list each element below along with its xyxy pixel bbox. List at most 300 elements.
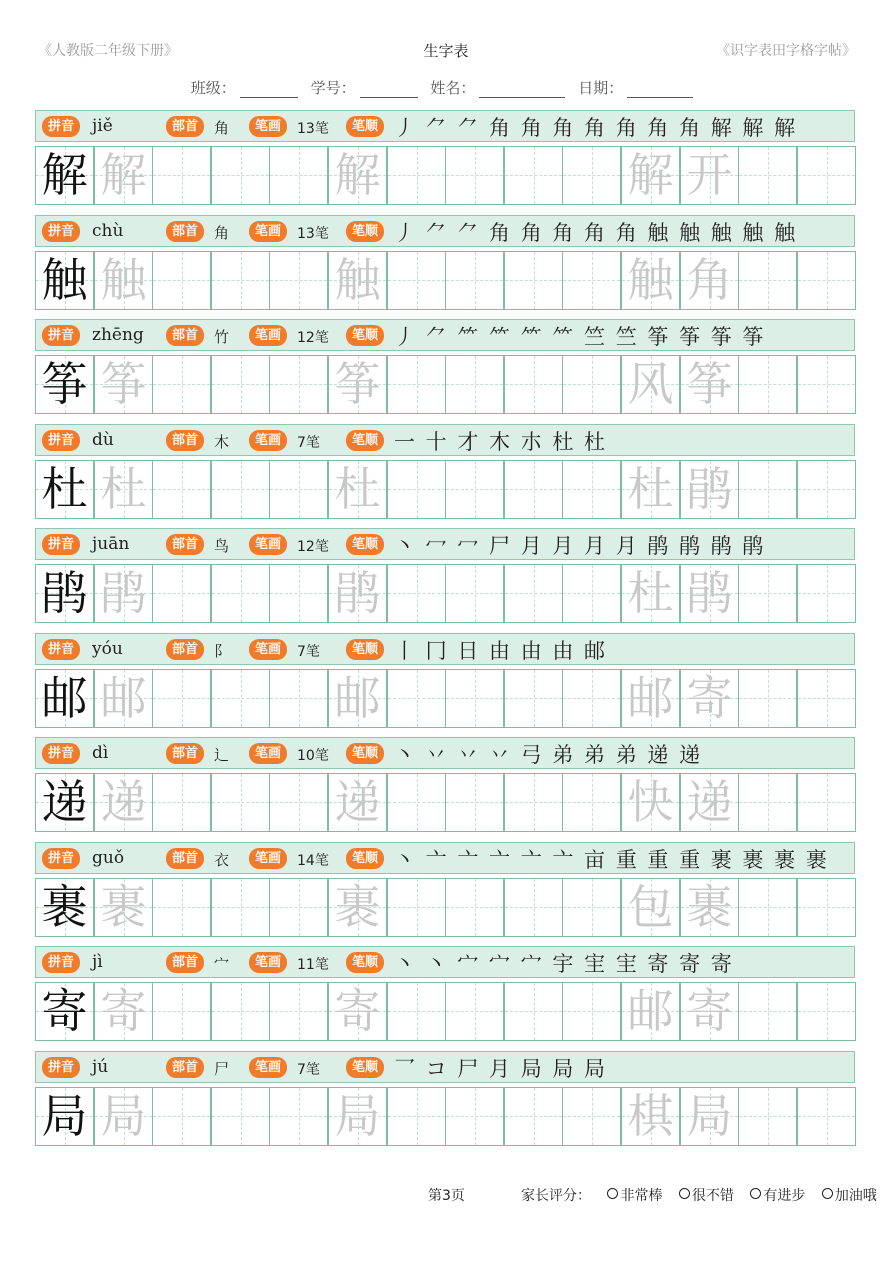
practice-cell[interactable]	[738, 878, 797, 937]
practice-cell[interactable]	[152, 146, 211, 205]
practice-cell[interactable]	[562, 669, 621, 728]
trace-character: 递	[100, 775, 147, 829]
practice-cell[interactable]	[680, 669, 739, 728]
practice-cell[interactable]	[797, 878, 856, 937]
stroke-count-value: 13笔	[297, 226, 329, 242]
practice-cell[interactable]	[680, 460, 739, 519]
tianzige-grid	[35, 1087, 856, 1146]
tianzige-grid	[35, 982, 856, 1041]
model-character: 鹃	[41, 566, 88, 620]
practice-cell[interactable]	[621, 146, 680, 205]
word-trace-character: 杜	[627, 566, 674, 620]
stroke-count-badge: 笔画	[249, 952, 287, 973]
practice-cell[interactable]	[445, 564, 504, 623]
practice-cell[interactable]	[445, 773, 504, 832]
practice-cell[interactable]	[504, 564, 563, 623]
practice-cell[interactable]	[152, 982, 211, 1041]
tianzige-grid	[35, 878, 856, 937]
practice-cell[interactable]	[269, 355, 328, 414]
stroke-count-value: 14笔	[297, 853, 329, 869]
practice-cell[interactable]	[328, 146, 387, 205]
practice-cell[interactable]	[445, 146, 504, 205]
word-trace-character: 包	[627, 880, 674, 934]
trace-character: 局	[334, 1089, 381, 1143]
practice-cell[interactable]	[94, 773, 153, 832]
practice-cell[interactable]	[94, 669, 153, 728]
trace-character: 鹃	[334, 566, 381, 620]
stroke-order-badge: 笔顺	[346, 325, 384, 346]
pinyin-badge: 拼音	[42, 743, 80, 764]
tianzige-grid	[35, 460, 856, 519]
practice-cell[interactable]	[445, 251, 504, 310]
pinyin-badge: 拼音	[42, 534, 80, 555]
practice-cell[interactable]	[328, 878, 387, 937]
pinyin-value: yóu	[92, 639, 123, 659]
stroke-count-value: 11笔	[297, 957, 329, 973]
trace-character: 鹃	[100, 566, 147, 620]
practice-cell[interactable]	[387, 773, 446, 832]
trace-character: 触	[334, 253, 381, 307]
radio-circle-icon	[679, 1188, 690, 1199]
practice-cell[interactable]	[35, 773, 94, 832]
radical-value: 鸟	[214, 537, 230, 555]
practice-cell[interactable]	[562, 773, 621, 832]
name-blank[interactable]	[479, 97, 565, 98]
practice-cell[interactable]	[152, 460, 211, 519]
character-info-bar	[35, 1051, 855, 1083]
practice-cell[interactable]	[35, 460, 94, 519]
practice-cell[interactable]	[621, 982, 680, 1041]
practice-cell[interactable]	[152, 251, 211, 310]
radical-badge: 部首	[166, 952, 204, 973]
practice-cell[interactable]	[211, 982, 270, 1041]
character-block	[35, 633, 857, 728]
practice-cell[interactable]	[562, 1087, 621, 1146]
practice-cell[interactable]	[211, 355, 270, 414]
practice-cell[interactable]	[35, 146, 94, 205]
trace-character: 杜	[334, 462, 381, 516]
practice-cell[interactable]	[562, 460, 621, 519]
radical-badge: 部首	[166, 743, 204, 764]
stroke-order-sequence: 丿 ⺈ ⺈ 角 角 角 角 角 触 触 触 触 触	[394, 221, 798, 245]
stroke-count-badge: 笔画	[249, 743, 287, 764]
practice-cell[interactable]	[562, 251, 621, 310]
model-character: 寄	[41, 984, 88, 1038]
practice-cell[interactable]	[797, 564, 856, 623]
practice-cell[interactable]	[562, 564, 621, 623]
pinyin-badge: 拼音	[42, 116, 80, 137]
trace-character: 邮	[100, 671, 147, 725]
practice-cell[interactable]	[387, 878, 446, 937]
practice-cell[interactable]	[35, 355, 94, 414]
practice-cell[interactable]	[445, 878, 504, 937]
pinyin-value: guǒ	[92, 848, 125, 868]
pinyin-badge: 拼音	[42, 952, 80, 973]
practice-cell[interactable]	[387, 1087, 446, 1146]
practice-cell[interactable]	[621, 1087, 680, 1146]
practice-cell[interactable]	[94, 564, 153, 623]
practice-cell[interactable]	[94, 146, 153, 205]
word-trace-character: 解	[627, 148, 674, 202]
practice-cell[interactable]	[94, 982, 153, 1041]
practice-cell[interactable]	[211, 251, 270, 310]
pinyin-badge: 拼音	[42, 221, 80, 242]
practice-cell[interactable]	[269, 564, 328, 623]
practice-cell[interactable]	[211, 564, 270, 623]
practice-cell[interactable]	[797, 355, 856, 414]
practice-cell[interactable]	[504, 982, 563, 1041]
tianzige-grid	[35, 564, 856, 623]
model-character: 裹	[41, 880, 88, 934]
stroke-count-value: 13笔	[297, 121, 329, 137]
stroke-count-value: 7笔	[297, 644, 320, 660]
pinyin-value: dù	[92, 430, 114, 450]
character-block	[35, 215, 857, 310]
practice-cell[interactable]	[504, 355, 563, 414]
radical-badge: 部首	[166, 221, 204, 242]
stroke-order-sequence: 丨 冂 日 由 由 由 邮	[394, 639, 608, 663]
practice-cell[interactable]	[328, 1087, 387, 1146]
radio-circle-icon	[607, 1188, 618, 1199]
rating-option[interactable]: 加油哦	[822, 1188, 877, 1204]
practice-cell[interactable]	[797, 460, 856, 519]
stroke-count-value: 10笔	[297, 748, 329, 764]
practice-cell[interactable]	[738, 355, 797, 414]
model-character: 触	[41, 253, 88, 307]
practice-cell[interactable]	[680, 355, 739, 414]
character-info-bar	[35, 633, 855, 665]
word-trace-character: 棋	[627, 1089, 674, 1143]
stroke-count-badge: 笔画	[249, 1057, 287, 1078]
character-block	[35, 528, 857, 623]
practice-cell[interactable]	[738, 146, 797, 205]
practice-cell[interactable]	[94, 251, 153, 310]
tianzige-grid	[35, 355, 856, 414]
practice-cell[interactable]	[797, 669, 856, 728]
stroke-order-badge: 笔顺	[346, 848, 384, 869]
radical-value: 竹	[214, 328, 230, 346]
practice-cell[interactable]	[562, 878, 621, 937]
practice-cell[interactable]	[211, 878, 270, 937]
practice-cell[interactable]	[269, 669, 328, 728]
tianzige-grid	[35, 251, 856, 310]
practice-cell[interactable]	[94, 1087, 153, 1146]
word-trace-character: 杜	[627, 462, 674, 516]
character-block	[35, 946, 857, 1041]
practice-cell[interactable]	[680, 251, 739, 310]
practice-cell[interactable]	[445, 669, 504, 728]
radical-value: 木	[214, 433, 230, 451]
practice-cell[interactable]	[504, 669, 563, 728]
practice-cell[interactable]	[94, 878, 153, 937]
character-block	[35, 1051, 857, 1146]
model-character: 杜	[41, 462, 88, 516]
practice-cell[interactable]	[504, 773, 563, 832]
stroke-order-badge: 笔顺	[346, 534, 384, 555]
practice-cell[interactable]	[387, 982, 446, 1041]
practice-cell[interactable]	[328, 251, 387, 310]
series-title: 《识字表田字格字帖》	[716, 43, 856, 59]
trace-character: 寄	[334, 984, 381, 1038]
practice-cell[interactable]	[797, 1087, 856, 1146]
page-number: 第3页	[428, 1188, 465, 1204]
practice-cell[interactable]	[94, 460, 153, 519]
practice-cell[interactable]	[269, 773, 328, 832]
student-id-label: 学号：	[310, 79, 356, 97]
practice-cell[interactable]	[269, 251, 328, 310]
stroke-order-sequence: 乛 コ 尸 月 局 局 局	[394, 1057, 608, 1081]
word-trace-character: 鹃	[686, 462, 733, 516]
radio-circle-icon	[822, 1188, 833, 1199]
character-block	[35, 842, 857, 937]
practice-cell[interactable]	[269, 878, 328, 937]
pinyin-value: jì	[92, 952, 103, 972]
pinyin-badge: 拼音	[42, 639, 80, 660]
practice-cell[interactable]	[387, 146, 446, 205]
practice-cell[interactable]	[387, 251, 446, 310]
name-label: 姓名：	[430, 79, 476, 97]
word-trace-character: 寄	[686, 984, 733, 1038]
stroke-order-badge: 笔顺	[346, 221, 384, 242]
radio-circle-icon	[750, 1188, 761, 1199]
practice-cell[interactable]	[504, 460, 563, 519]
practice-cell[interactable]	[738, 773, 797, 832]
practice-cell[interactable]	[504, 146, 563, 205]
trace-character: 筝	[100, 357, 147, 411]
pinyin-value: juān	[92, 534, 130, 554]
practice-cell[interactable]	[680, 773, 739, 832]
stroke-order-sequence: 丶 丶 宀 宀 宀 宇 宔 宔 寄 寄 寄	[394, 952, 734, 976]
word-trace-character: 邮	[627, 671, 674, 725]
practice-cell[interactable]	[621, 773, 680, 832]
stroke-count-badge: 笔画	[249, 221, 287, 242]
stroke-order-badge: 笔顺	[346, 743, 384, 764]
student-id-blank[interactable]	[360, 97, 418, 98]
word-trace-character: 开	[686, 148, 733, 202]
word-trace-character: 角	[686, 253, 733, 307]
practice-cell[interactable]	[328, 460, 387, 519]
practice-cell[interactable]	[328, 669, 387, 728]
class-blank[interactable]	[240, 97, 298, 98]
word-trace-character: 局	[686, 1089, 733, 1143]
practice-cell[interactable]	[738, 251, 797, 310]
practice-cell[interactable]	[211, 773, 270, 832]
rating-option[interactable]: 有进步	[750, 1188, 805, 1204]
radical-badge: 部首	[166, 1057, 204, 1078]
tianzige-grid	[35, 773, 856, 832]
word-trace-character: 寄	[686, 671, 733, 725]
stroke-order-sequence: 一 十 才 木 朩 杜 杜	[394, 430, 608, 454]
practice-cell[interactable]	[504, 251, 563, 310]
stroke-order-badge: 笔顺	[346, 116, 384, 137]
practice-cell[interactable]	[387, 355, 446, 414]
character-info-bar	[35, 946, 855, 978]
practice-cell[interactable]	[738, 982, 797, 1041]
stroke-count-badge: 笔画	[249, 325, 287, 346]
practice-cell[interactable]	[738, 1087, 797, 1146]
practice-cell[interactable]	[504, 878, 563, 937]
pinyin-badge: 拼音	[42, 848, 80, 869]
practice-cell[interactable]	[445, 1087, 504, 1146]
tianzige-grid	[35, 669, 856, 728]
character-block	[35, 319, 857, 414]
pinyin-value: zhēng	[92, 325, 144, 345]
radical-badge: 部首	[166, 639, 204, 660]
model-character: 筝	[41, 357, 88, 411]
pinyin-badge: 拼音	[42, 325, 80, 346]
practice-cell[interactable]	[328, 355, 387, 414]
stroke-count-badge: 笔画	[249, 116, 287, 137]
radical-badge: 部首	[166, 848, 204, 869]
stroke-order-sequence: 丶 冖 冖 尸 月 月 月 月 鹃 鹃 鹃 鹃	[394, 534, 766, 558]
practice-cell[interactable]	[621, 355, 680, 414]
practice-cell[interactable]	[328, 564, 387, 623]
word-trace-character: 风	[627, 357, 674, 411]
radical-badge: 部首	[166, 325, 204, 346]
practice-cell[interactable]	[211, 669, 270, 728]
practice-cell[interactable]	[680, 982, 739, 1041]
practice-cell[interactable]	[211, 460, 270, 519]
practice-cell[interactable]	[445, 355, 504, 414]
practice-cell[interactable]	[797, 982, 856, 1041]
practice-cell[interactable]	[211, 146, 270, 205]
practice-cell[interactable]	[35, 251, 94, 310]
trace-character: 裹	[334, 880, 381, 934]
trace-character: 触	[100, 253, 147, 307]
character-info-bar	[35, 110, 855, 142]
practice-cell[interactable]	[211, 1087, 270, 1146]
stroke-order-badge: 笔顺	[346, 639, 384, 660]
practice-cell[interactable]	[680, 564, 739, 623]
practice-cell[interactable]	[152, 669, 211, 728]
word-trace-character: 递	[686, 775, 733, 829]
stroke-count-value: 7笔	[297, 435, 320, 451]
stroke-order-sequence: 丶 亠 亠 亠 亠 亠 亩 重 重 重 裹 裹 裹 裹	[394, 848, 829, 872]
model-character: 解	[41, 148, 88, 202]
practice-cell[interactable]	[562, 982, 621, 1041]
practice-cell[interactable]	[738, 460, 797, 519]
practice-cell[interactable]	[35, 564, 94, 623]
radical-value: 角	[214, 119, 230, 137]
pinyin-value: jú	[92, 1057, 109, 1077]
stroke-count-badge: 笔画	[249, 848, 287, 869]
radical-badge: 部首	[166, 430, 204, 451]
character-info-bar	[35, 842, 855, 874]
character-info-bar	[35, 319, 855, 351]
page-title: 生字表	[423, 42, 469, 60]
rating-option[interactable]: 非常棒	[607, 1188, 662, 1204]
pinyin-badge: 拼音	[42, 430, 80, 451]
radical-value: 尸	[214, 1060, 230, 1078]
practice-cell[interactable]	[94, 355, 153, 414]
practice-cell[interactable]	[680, 878, 739, 937]
practice-cell[interactable]	[152, 773, 211, 832]
practice-cell[interactable]	[387, 669, 446, 728]
stroke-count-value: 7笔	[297, 1062, 320, 1078]
word-trace-character: 快	[627, 775, 674, 829]
trace-character: 解	[100, 148, 147, 202]
character-info-bar	[35, 528, 855, 560]
model-character: 邮	[41, 671, 88, 725]
trace-character: 递	[334, 775, 381, 829]
practice-cell[interactable]	[35, 669, 94, 728]
practice-cell[interactable]	[621, 564, 680, 623]
radical-value: 角	[214, 224, 230, 242]
practice-cell[interactable]	[35, 982, 94, 1041]
trace-character: 局	[100, 1089, 147, 1143]
character-block	[35, 110, 857, 205]
date-blank[interactable]	[627, 97, 693, 98]
practice-cell[interactable]	[387, 564, 446, 623]
practice-cell[interactable]	[621, 251, 680, 310]
practice-cell[interactable]	[797, 773, 856, 832]
practice-cell[interactable]	[328, 773, 387, 832]
radical-badge: 部首	[166, 534, 204, 555]
practice-cell[interactable]	[35, 1087, 94, 1146]
character-block	[35, 424, 857, 519]
trace-character: 寄	[100, 984, 147, 1038]
practice-cell[interactable]	[621, 669, 680, 728]
practice-cell[interactable]	[738, 564, 797, 623]
practice-cell[interactable]	[269, 146, 328, 205]
practice-cell[interactable]	[445, 460, 504, 519]
rating-option[interactable]: 很不错	[679, 1188, 734, 1204]
practice-cell[interactable]	[269, 982, 328, 1041]
model-character: 递	[41, 775, 88, 829]
stroke-order-sequence: 丿 ⺈ ⺮ ⺮ ⺮ ⺮ 竺 竺 筝 筝 筝 筝	[394, 325, 766, 349]
practice-cell[interactable]	[387, 460, 446, 519]
practice-cell[interactable]	[562, 146, 621, 205]
student-info	[0, 77, 892, 98]
practice-cell[interactable]	[328, 982, 387, 1041]
stroke-count-value: 12笔	[297, 539, 329, 555]
word-trace-character: 筝	[686, 357, 733, 411]
practice-cell[interactable]	[621, 460, 680, 519]
pinyin-value: chù	[92, 221, 124, 241]
radical-value: 衣	[214, 851, 230, 869]
practice-cell[interactable]	[445, 982, 504, 1041]
character-info-bar	[35, 424, 855, 456]
stroke-order-sequence: 丶 丷 丷 丷 弓 弟 弟 弟 递 递	[394, 743, 703, 767]
parent-rating	[521, 1185, 877, 1205]
practice-cell[interactable]	[680, 146, 739, 205]
practice-cell[interactable]	[621, 878, 680, 937]
date-label: 日期：	[578, 79, 624, 97]
practice-cell[interactable]	[152, 564, 211, 623]
practice-cell[interactable]	[797, 146, 856, 205]
practice-cell[interactable]	[797, 251, 856, 310]
practice-cell[interactable]	[738, 669, 797, 728]
practice-cell[interactable]	[269, 1087, 328, 1146]
character-info-bar	[35, 737, 855, 769]
radical-value: 阝	[214, 642, 230, 660]
character-info-bar	[35, 215, 855, 247]
practice-cell[interactable]	[152, 1087, 211, 1146]
practice-cell[interactable]	[152, 878, 211, 937]
practice-cell[interactable]	[35, 878, 94, 937]
book-title: 《人教版二年级下册》	[38, 43, 178, 59]
word-trace-character: 裹	[686, 880, 733, 934]
rating-label: 家长评分：	[521, 1188, 591, 1204]
radical-value: 宀	[214, 955, 230, 973]
trace-character: 邮	[334, 671, 381, 725]
practice-cell[interactable]	[504, 1087, 563, 1146]
practice-cell[interactable]	[269, 460, 328, 519]
practice-cell[interactable]	[680, 1087, 739, 1146]
practice-cell[interactable]	[152, 355, 211, 414]
trace-character: 杜	[100, 462, 147, 516]
practice-cell[interactable]	[562, 355, 621, 414]
